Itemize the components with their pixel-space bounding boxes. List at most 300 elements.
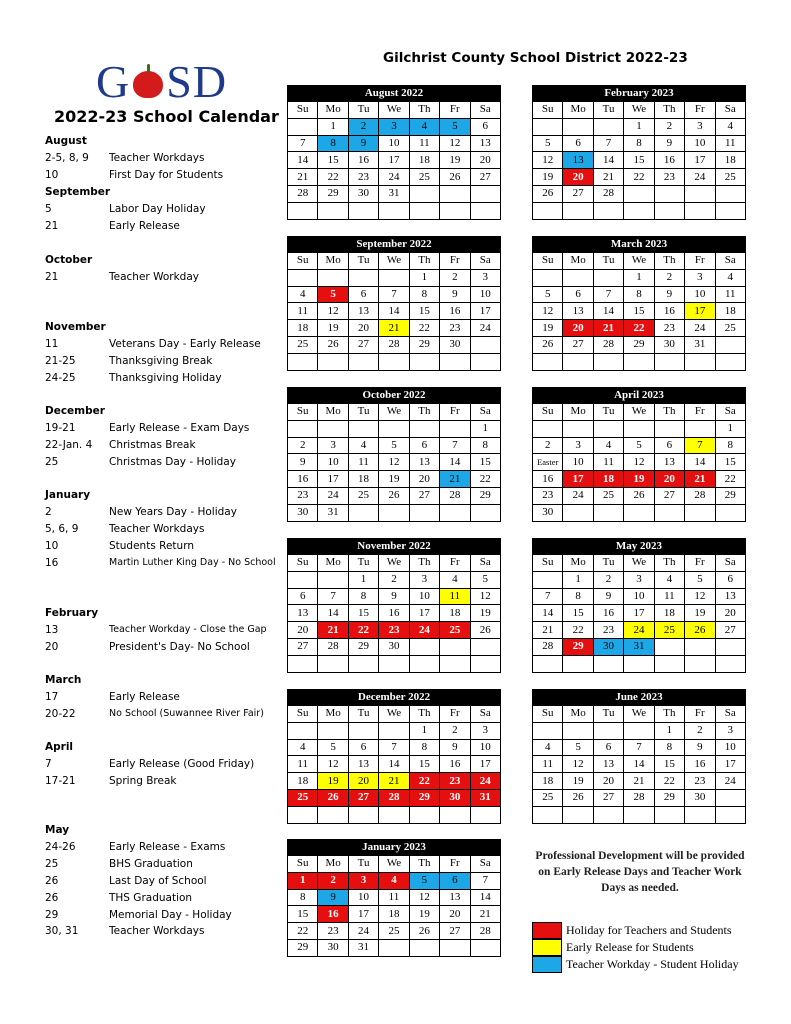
day-cell: 9 <box>440 739 470 756</box>
empty-cell <box>624 504 654 521</box>
month-calendar <box>287 387 501 522</box>
day-cell: 12 <box>533 303 563 320</box>
empty-cell <box>533 202 563 219</box>
day-cell: 8 <box>715 437 745 454</box>
legend-swatch <box>532 939 562 956</box>
empty-cell <box>409 504 439 521</box>
event-date: 25 <box>45 857 59 870</box>
empty-cell <box>563 202 593 219</box>
day-cell: 19 <box>563 773 593 790</box>
day-cell: 29 <box>624 336 654 353</box>
day-cell: 3 <box>685 118 715 135</box>
day-cell: 12 <box>440 135 470 152</box>
day-cell: 3 <box>624 571 654 588</box>
weekday-header: Fr <box>440 856 470 873</box>
month-calendar <box>287 689 501 824</box>
day-cell: 22 <box>288 923 318 940</box>
day-cell: 1 <box>409 722 439 739</box>
day-cell: 6 <box>654 437 684 454</box>
day-cell: 12 <box>409 889 439 906</box>
day-cell: 8 <box>348 588 378 605</box>
day-cell: 25 <box>379 923 409 940</box>
day-cell: 26 <box>318 336 348 353</box>
day-cell: 10 <box>624 588 654 605</box>
day-cell: 28 <box>593 336 623 353</box>
day-cell: 13 <box>470 135 500 152</box>
day-cell: 14 <box>379 303 409 320</box>
weekday-header: Mo <box>318 404 348 421</box>
day-cell: 21 <box>440 471 470 488</box>
day-cell: 8 <box>563 588 593 605</box>
apple-icon <box>131 65 165 99</box>
month-title: June 2023 <box>532 689 746 705</box>
day-cell: 10 <box>348 889 378 906</box>
event-date: 19-21 <box>45 421 76 434</box>
day-cell: 8 <box>624 135 654 152</box>
day-cell: 28 <box>318 638 348 655</box>
weekday-header: Mo <box>563 555 593 572</box>
empty-cell <box>624 806 654 823</box>
event-month-heading: August <box>45 135 87 147</box>
empty-cell <box>563 806 593 823</box>
empty-cell <box>440 806 470 823</box>
month-calendar <box>287 839 501 957</box>
day-cell: 4 <box>593 437 623 454</box>
day-cell: 29 <box>654 789 684 806</box>
day-cell: 16 <box>440 303 470 320</box>
event-text: No School (Suwannee River Fair) <box>109 707 264 719</box>
day-cell: 13 <box>563 303 593 320</box>
weekday-header: Fr <box>685 555 715 572</box>
day-cell: 7 <box>318 588 348 605</box>
empty-cell <box>318 722 348 739</box>
weekday-header: Th <box>409 253 439 270</box>
day-cell: 1 <box>715 420 745 437</box>
event-month-heading: March <box>45 674 82 686</box>
day-cell: 1 <box>288 872 318 889</box>
day-cell: 19 <box>440 152 470 169</box>
weekday-header: Mo <box>318 253 348 270</box>
event-text: Spring Break <box>109 774 177 787</box>
event-month-heading: April <box>45 741 74 753</box>
day-cell: 19 <box>318 320 348 337</box>
empty-cell <box>409 655 439 672</box>
empty-cell <box>348 806 378 823</box>
day-cell: 15 <box>288 906 318 923</box>
empty-cell <box>533 353 563 370</box>
event-date: 24-25 <box>45 371 76 384</box>
day-cell: 22 <box>409 320 439 337</box>
day-cell: 15 <box>715 454 745 471</box>
day-cell: 15 <box>624 303 654 320</box>
day-cell: 11 <box>715 286 745 303</box>
empty-cell <box>533 722 563 739</box>
day-cell: 27 <box>654 487 684 504</box>
day-cell: 22 <box>563 622 593 639</box>
weekday-header: Tu <box>348 706 378 723</box>
empty-cell <box>348 202 378 219</box>
day-cell: 3 <box>318 437 348 454</box>
day-cell: 14 <box>470 889 500 906</box>
empty-cell <box>409 420 439 437</box>
day-cell: 10 <box>470 739 500 756</box>
empty-cell <box>440 655 470 672</box>
weekday-header: Su <box>288 404 318 421</box>
event-text: Students Return <box>109 539 194 552</box>
month-title: March 2023 <box>532 236 746 252</box>
day-cell: 4 <box>533 739 563 756</box>
empty-cell <box>318 269 348 286</box>
day-cell: 15 <box>409 303 439 320</box>
empty-cell <box>715 202 745 219</box>
day-cell: 25 <box>288 336 318 353</box>
month-calendar <box>287 85 501 220</box>
day-cell: 28 <box>288 185 318 202</box>
day-cell: 27 <box>470 169 500 186</box>
day-cell: 21 <box>685 471 715 488</box>
day-cell: 13 <box>563 152 593 169</box>
day-cell: 21 <box>624 773 654 790</box>
day-cell: 21 <box>379 773 409 790</box>
day-cell: 30 <box>685 789 715 806</box>
day-cell: 17 <box>470 303 500 320</box>
day-cell: 20 <box>563 320 593 337</box>
event-date: 5 <box>45 202 52 215</box>
day-cell: 23 <box>654 320 684 337</box>
event-text: Thanksgiving Holiday <box>109 371 222 384</box>
empty-cell <box>409 185 439 202</box>
empty-cell <box>563 420 593 437</box>
day-cell: 18 <box>593 471 623 488</box>
day-cell: 18 <box>288 773 318 790</box>
month-title: January 2023 <box>287 839 501 855</box>
day-cell: 20 <box>288 622 318 639</box>
weekday-header: Mo <box>563 102 593 119</box>
event-month-heading: May <box>45 824 70 836</box>
day-cell: 7 <box>624 739 654 756</box>
empty-cell <box>348 504 378 521</box>
day-cell: 18 <box>348 471 378 488</box>
day-cell: 25 <box>593 487 623 504</box>
day-cell: 2 <box>318 872 348 889</box>
day-cell: 23 <box>440 320 470 337</box>
day-cell: 13 <box>409 454 439 471</box>
event-date: 29 <box>45 908 59 921</box>
day-cell: 27 <box>288 638 318 655</box>
weekday-header: We <box>624 706 654 723</box>
day-cell: 24 <box>409 622 439 639</box>
empty-cell <box>440 185 470 202</box>
empty-cell <box>440 939 470 956</box>
day-cell: 15 <box>563 605 593 622</box>
empty-cell <box>470 336 500 353</box>
day-cell: 11 <box>654 588 684 605</box>
day-cell: 6 <box>563 135 593 152</box>
weekday-header: Sa <box>715 706 745 723</box>
weekday-header: Tu <box>348 555 378 572</box>
empty-cell <box>624 722 654 739</box>
weekday-header: Tu <box>593 706 623 723</box>
day-cell: 16 <box>533 471 563 488</box>
weekday-header: Su <box>288 706 318 723</box>
weekday-header: Su <box>533 102 563 119</box>
empty-cell <box>685 202 715 219</box>
day-cell: 5 <box>563 739 593 756</box>
day-cell: 24 <box>470 773 500 790</box>
day-cell: 22 <box>348 622 378 639</box>
day-cell: 13 <box>348 756 378 773</box>
day-cell: 17 <box>379 152 409 169</box>
page-title: Gilchrist County School District 2022-23 <box>383 50 688 66</box>
day-cell: 6 <box>288 588 318 605</box>
month-title: May 2023 <box>532 538 746 554</box>
empty-cell <box>654 420 684 437</box>
day-cell: 3 <box>470 269 500 286</box>
empty-cell <box>379 202 409 219</box>
day-cell: 15 <box>470 454 500 471</box>
day-cell: 8 <box>409 286 439 303</box>
weekday-header: Th <box>409 404 439 421</box>
event-text: Early Release <box>109 690 180 703</box>
day-cell: 31 <box>379 185 409 202</box>
district-logo <box>96 58 236 106</box>
day-cell: 28 <box>440 487 470 504</box>
day-cell: 27 <box>593 789 623 806</box>
day-cell: 1 <box>348 571 378 588</box>
day-cell: 28 <box>624 789 654 806</box>
day-cell: 16 <box>654 152 684 169</box>
day-cell: 28 <box>379 789 409 806</box>
empty-cell <box>318 571 348 588</box>
day-cell: 19 <box>379 471 409 488</box>
month-title: December 2022 <box>287 689 501 705</box>
day-cell: 12 <box>533 152 563 169</box>
empty-cell <box>288 571 318 588</box>
weekday-header: We <box>379 102 409 119</box>
day-cell: 21 <box>533 622 563 639</box>
day-cell: 23 <box>593 622 623 639</box>
day-cell: 27 <box>563 185 593 202</box>
event-text: Martin Luther King Day - No School <box>109 556 276 568</box>
day-cell: 7 <box>470 872 500 889</box>
day-cell: 12 <box>685 588 715 605</box>
day-cell: 23 <box>318 923 348 940</box>
day-cell: 6 <box>440 872 470 889</box>
event-text: Labor Day Holiday <box>109 202 206 215</box>
month-title: February 2023 <box>532 85 746 101</box>
day-cell: 30 <box>379 638 409 655</box>
empty-cell <box>654 353 684 370</box>
weekday-header: We <box>624 404 654 421</box>
day-cell: 5 <box>379 437 409 454</box>
empty-cell <box>288 118 318 135</box>
day-cell: 21 <box>470 906 500 923</box>
day-cell: 17 <box>348 906 378 923</box>
day-cell: 19 <box>533 169 563 186</box>
day-cell: 4 <box>715 269 745 286</box>
weekday-header: Th <box>409 856 439 873</box>
empty-cell <box>379 504 409 521</box>
empty-cell <box>654 504 684 521</box>
empty-cell <box>593 504 623 521</box>
event-date: 26 <box>45 874 59 887</box>
day-cell: 12 <box>563 756 593 773</box>
day-cell: 1 <box>654 722 684 739</box>
day-cell: 13 <box>654 454 684 471</box>
event-date: 26 <box>45 891 59 904</box>
event-month-heading: February <box>45 607 99 619</box>
empty-cell <box>654 638 684 655</box>
day-cell: 7 <box>379 286 409 303</box>
day-cell: 29 <box>348 638 378 655</box>
weekday-header: Sa <box>715 102 745 119</box>
day-cell: 13 <box>715 588 745 605</box>
weekday-header: Sa <box>470 555 500 572</box>
day-cell: 20 <box>654 471 684 488</box>
day-cell: 13 <box>348 303 378 320</box>
event-text: President's Day- No School <box>109 640 250 653</box>
day-cell: 23 <box>440 773 470 790</box>
day-cell: 29 <box>409 336 439 353</box>
day-cell: 2 <box>533 437 563 454</box>
weekday-header: Tu <box>348 102 378 119</box>
day-cell: 30 <box>654 336 684 353</box>
day-cell: 10 <box>685 286 715 303</box>
day-cell: 15 <box>318 152 348 169</box>
day-cell: 19 <box>470 605 500 622</box>
day-cell: 3 <box>348 872 378 889</box>
day-cell: 16 <box>288 471 318 488</box>
empty-cell <box>379 655 409 672</box>
day-cell: 18 <box>440 605 470 622</box>
empty-cell <box>348 269 378 286</box>
day-cell: 3 <box>470 722 500 739</box>
day-cell: 11 <box>440 588 470 605</box>
day-cell: 14 <box>533 605 563 622</box>
day-cell: 20 <box>563 169 593 186</box>
weekday-header: Fr <box>685 102 715 119</box>
event-date: 30, 31 <box>45 925 79 938</box>
empty-cell <box>685 806 715 823</box>
day-cell: 25 <box>715 169 745 186</box>
event-date: 5, 6, 9 <box>45 522 79 535</box>
day-cell: 11 <box>533 756 563 773</box>
empty-cell <box>593 420 623 437</box>
day-cell: 23 <box>685 773 715 790</box>
event-month-heading: November <box>45 321 106 333</box>
day-cell: 16 <box>440 756 470 773</box>
day-cell: 18 <box>288 320 318 337</box>
day-cell: 30 <box>288 504 318 521</box>
empty-cell <box>654 655 684 672</box>
day-cell: 31 <box>470 789 500 806</box>
day-cell: 24 <box>715 773 745 790</box>
day-cell: 10 <box>563 454 593 471</box>
weekday-header: Mo <box>563 253 593 270</box>
empty-cell <box>409 806 439 823</box>
empty-cell <box>624 655 654 672</box>
day-cell: 17 <box>685 303 715 320</box>
empty-cell <box>318 806 348 823</box>
day-cell: 27 <box>440 923 470 940</box>
day-cell: 26 <box>685 622 715 639</box>
day-cell: 27 <box>409 487 439 504</box>
day-cell: 9 <box>379 588 409 605</box>
day-cell: 28 <box>470 923 500 940</box>
day-cell: 31 <box>685 336 715 353</box>
empty-cell <box>288 722 318 739</box>
empty-cell <box>348 722 378 739</box>
day-cell: 5 <box>470 571 500 588</box>
empty-cell <box>288 806 318 823</box>
weekday-header: Tu <box>593 404 623 421</box>
event-text: Teacher Workdays <box>109 151 205 164</box>
day-cell: 29 <box>470 487 500 504</box>
legend-label: Holiday for Teachers and Students <box>566 923 732 937</box>
empty-cell <box>715 336 745 353</box>
day-cell: 29 <box>409 789 439 806</box>
day-cell: 10 <box>470 286 500 303</box>
day-cell: 19 <box>624 471 654 488</box>
day-cell: 11 <box>288 303 318 320</box>
empty-cell <box>288 420 318 437</box>
empty-cell <box>715 655 745 672</box>
weekday-header: We <box>379 555 409 572</box>
day-cell: 24 <box>563 487 593 504</box>
day-cell: 22 <box>715 471 745 488</box>
day-cell: 2 <box>654 269 684 286</box>
event-date: 13 <box>45 623 59 636</box>
day-cell: 30 <box>318 939 348 956</box>
day-cell: 7 <box>379 739 409 756</box>
day-cell: 20 <box>348 320 378 337</box>
day-cell: 1 <box>409 269 439 286</box>
day-cell: 27 <box>348 336 378 353</box>
day-cell: 9 <box>440 286 470 303</box>
month-calendar <box>287 236 501 371</box>
empty-cell <box>379 722 409 739</box>
day-cell: 18 <box>654 605 684 622</box>
day-cell: 13 <box>288 605 318 622</box>
month-calendar <box>532 236 746 371</box>
day-cell: 14 <box>593 152 623 169</box>
weekday-header: We <box>624 253 654 270</box>
weekday-header: Th <box>409 555 439 572</box>
day-cell: 17 <box>470 756 500 773</box>
legend-label: Teacher Workday - Student Holiday <box>566 957 739 971</box>
empty-cell <box>624 353 654 370</box>
day-cell: 4 <box>379 872 409 889</box>
day-cell: 5 <box>533 135 563 152</box>
weekday-header: Su <box>533 253 563 270</box>
day-cell: 8 <box>288 889 318 906</box>
empty-cell <box>563 722 593 739</box>
day-cell: 27 <box>563 336 593 353</box>
event-date: 10 <box>45 168 59 181</box>
professional-development-note: Professional Development will be provided on Early Release Days and Teacher Work Days as needed. <box>535 850 745 894</box>
event-date: 11 <box>45 337 59 350</box>
weekday-header: Sa <box>715 404 745 421</box>
weekday-header: Mo <box>318 555 348 572</box>
weekday-header: Su <box>288 555 318 572</box>
weekday-header: Su <box>533 555 563 572</box>
day-cell: 30 <box>440 789 470 806</box>
weekday-header: Mo <box>318 856 348 873</box>
empty-cell <box>470 638 500 655</box>
weekday-header: Sa <box>715 253 745 270</box>
event-date: 2-5, 8, 9 <box>45 151 89 164</box>
empty-cell <box>563 269 593 286</box>
